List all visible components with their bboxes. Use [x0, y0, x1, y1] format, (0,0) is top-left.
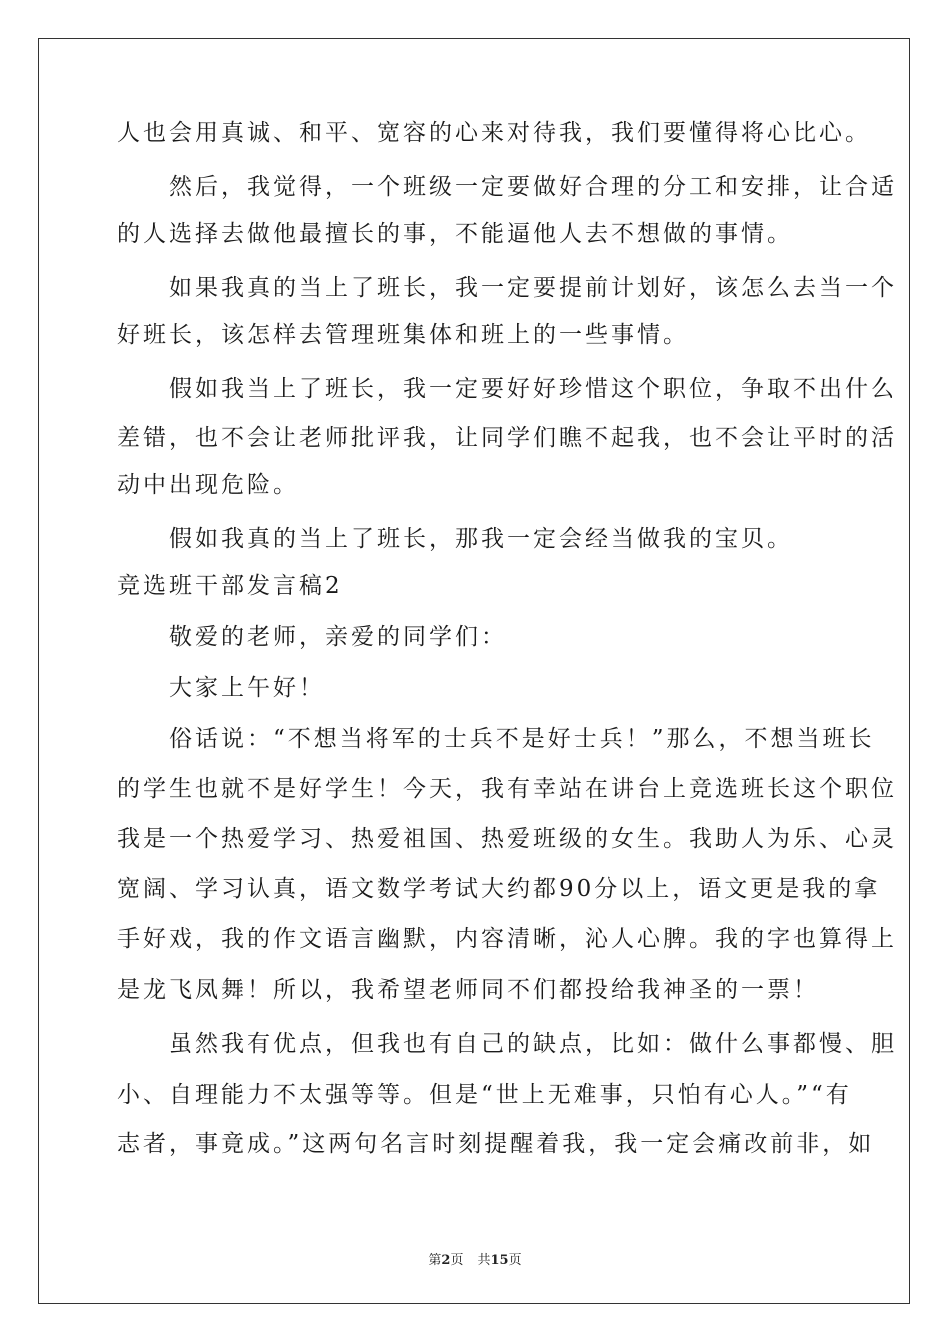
text-line: 人也会用真诚、和平、宽容的心来对待我，我们要懂得将心比心。	[117, 120, 871, 146]
text-line: 大家上午好！	[117, 675, 325, 701]
page-number: 2	[441, 1253, 451, 1268]
total-suffix: 页	[508, 1253, 522, 1268]
page-footer	[0, 1249, 950, 1268]
text-line: 俗话说：“不想当将军的士兵不是好士兵！”那么，不想当班长	[117, 726, 875, 752]
text-line: 敬爱的老师，亲爱的同学们：	[117, 624, 507, 650]
total-pages: 15	[490, 1253, 509, 1268]
text-line: 然后，我觉得，一个班级一定要做好合理的分工和安排，让合适	[117, 174, 897, 200]
text-line: 的学生也就不是好学生！今天，我有幸站在讲台上竞选班长这个职位	[117, 776, 897, 802]
text-line: 假如我真的当上了班长，那我一定会经当做我的宝贝。	[117, 526, 793, 552]
text-line: 的人选择去做他最擅长的事，不能逼他人去不想做的事情。	[117, 221, 793, 247]
text-line: 手好戏，我的作文语言幽默，内容清晰，沁人心脾。我的字也算得上	[117, 926, 897, 952]
text-line: 如果我真的当上了班长，我一定要提前计划好，该怎么去当一个	[117, 275, 897, 301]
text-line: 宽阔、学习认真，语文数学考试大约都90分以上，语文更是我的拿	[117, 876, 881, 902]
page-prefix: 第	[428, 1253, 442, 1268]
text-line: 是龙飞凤舞！所以，我希望老师同不们都投给我神圣的一票！	[117, 977, 819, 1003]
text-line: 假如我当上了班长，我一定要好好珍惜这个职位，争取不出什么	[117, 376, 897, 402]
total-prefix: 共	[477, 1253, 491, 1268]
section-heading: 竞选班干部发言稿2	[117, 573, 343, 599]
text-line: 小、自理能力不太强等等。但是“世上无难事，只怕有心人。”“有	[117, 1082, 852, 1108]
text-line: 志者，事竟成。”这两句名言时刻提醒着我，我一定会痛改前非，如	[117, 1131, 875, 1157]
text-line: 虽然我有优点，但我也有自己的缺点，比如：做什么事都慢、胆	[117, 1031, 897, 1057]
text-line: 动中出现危险。	[117, 472, 299, 498]
page-suffix: 页	[450, 1253, 464, 1268]
text-line: 差错，也不会让老师批评我，让同学们瞧不起我，也不会让平时的活	[117, 425, 897, 451]
text-line: 好班长，该怎样去管理班集体和班上的一些事情。	[117, 322, 689, 348]
text-line: 我是一个热爱学习、热爱祖国、热爱班级的女生。我助人为乐、心灵	[117, 826, 897, 852]
